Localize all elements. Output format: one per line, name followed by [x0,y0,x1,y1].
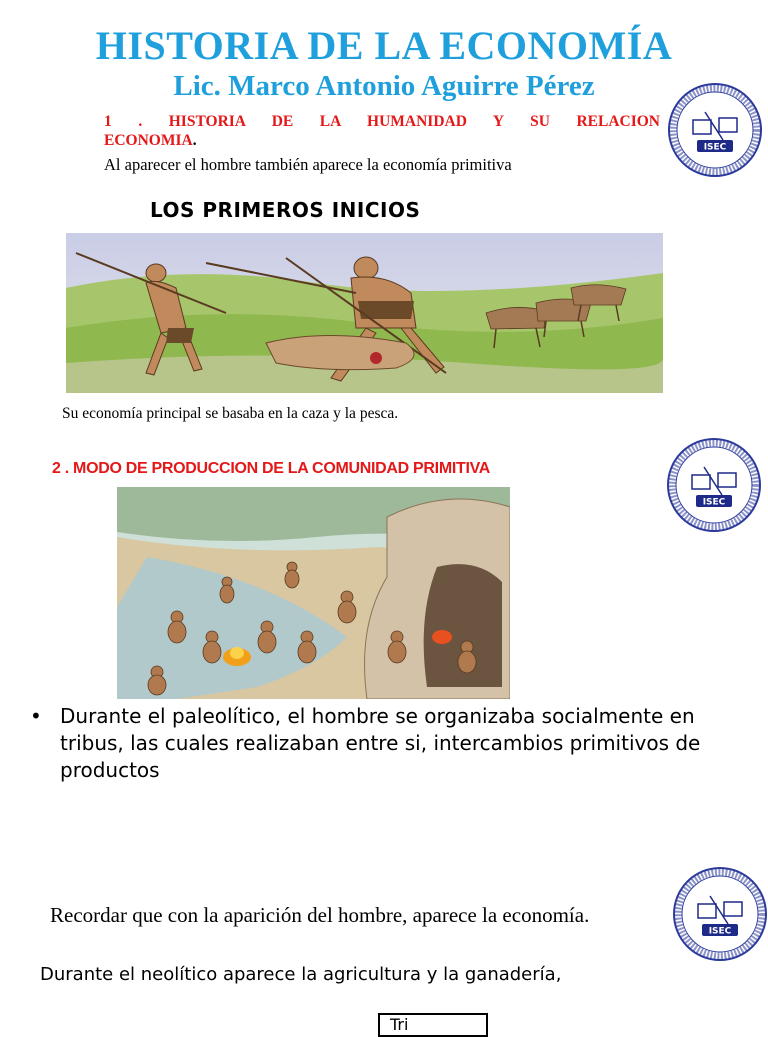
paleolithic-text: Durante el paleolítico, el hombre se organizaba socialmente en tribus, las cuales realizaban entre si, intercambios primitivos de productos [60,704,701,782]
section1-heading: 1 . HISTORIA DE LA HUMANIDAD Y SU RELACION [104,113,660,130]
image-title: LOS PRIMEROS INICIOS [150,198,421,222]
section1-intro: Al aparecer el hombre también aparece la economía primitiva [104,155,512,174]
logo-text: ISEC [703,142,727,153]
logo-text: ISEC [708,926,732,937]
bottom-box-label: Tri [378,1013,488,1037]
isec-logo [667,82,763,178]
cave-community-image [117,487,510,699]
isec-logo [666,437,762,533]
recordar-paragraph: Recordar que con la aparición del hombre, aparece la economía. [50,903,590,927]
section1-heading-continued [104,131,197,150]
page-title: HISTORIA DE LA ECONOMÍA [95,23,673,68]
hunting-caption: Su economía principal se basaba en la caza y la pesca. [62,405,399,422]
logo-text: ISEC [702,497,726,508]
section1-heading-word: ECONOMIA [104,132,193,149]
hunting-scene-image [66,233,663,393]
bullet-symbol: • [30,704,42,728]
neolithic-paragraph: Durante el neolítico aparece la agricultura y la ganadería, [40,964,562,985]
author-name: Lic. Marco Antonio Aguirre Pérez [173,70,595,102]
isec-logo [672,866,768,962]
section1-heading-period: . [192,132,197,149]
section2-heading: 2 . MODO DE PRODUCCION DE LA COMUNIDAD PRIMITIVA [52,460,491,477]
